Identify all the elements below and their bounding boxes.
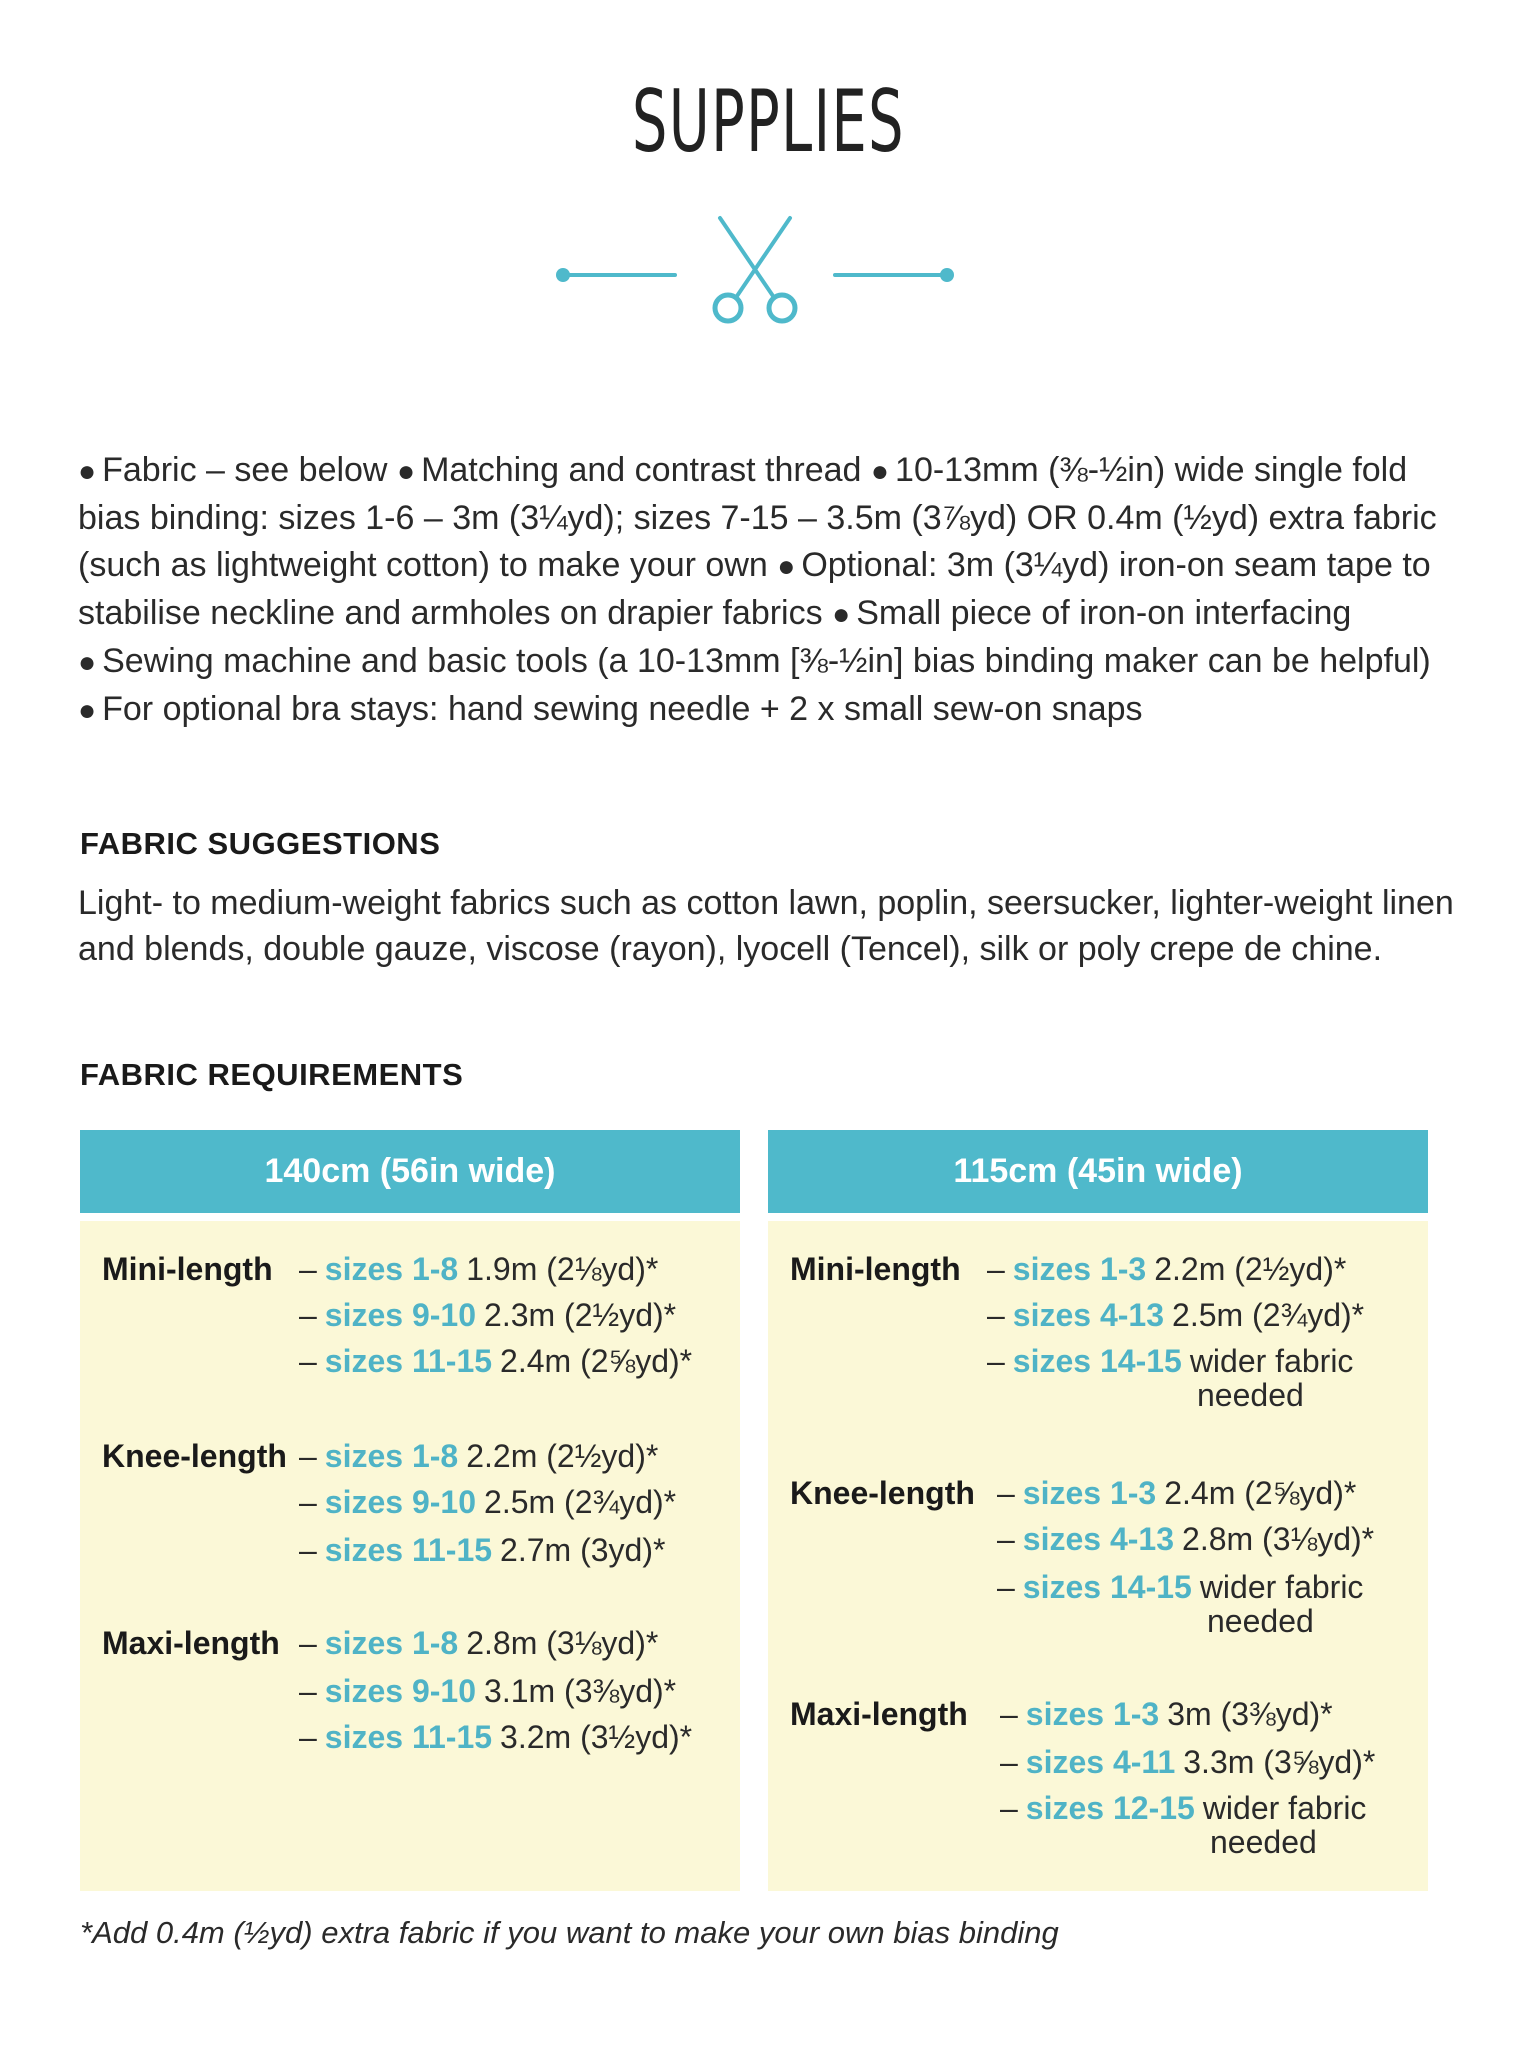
list-item: ● For optional bra stays: hand sewing needle + 2 x small sew-on snaps (78, 690, 1143, 728)
panel-body (768, 1221, 1428, 1891)
fabric-requirements-heading: FABRIC REQUIREMENTS (80, 1057, 464, 1092)
footnote: *Add 0.4m (½yd) extra fabric if you want to make your own bias binding (80, 1915, 1059, 1950)
scissors-icon (545, 208, 965, 328)
requirement-row: – sizes 4-13 2.5m (2¾yd)* (987, 1297, 1365, 1333)
requirement-row-continuation: needed (1210, 1824, 1317, 1860)
requirement-row: – sizes 4-13 2.8m (3⅛yd)* (997, 1521, 1375, 1557)
requirement-row: – sizes 9-10 3.1m (3⅜yd)* (299, 1673, 677, 1709)
requirements-panel-140cm (80, 1130, 740, 1891)
requirements-panel-115cm (768, 1130, 1428, 1891)
panel-header: 140cm (56in wide) (80, 1130, 740, 1213)
requirement-row: – sizes 1-8 2.8m (3⅛yd)* (299, 1625, 659, 1661)
requirement-row: – sizes 14-15 wider fabric (997, 1569, 1364, 1605)
requirement-row: – sizes 12-15 wider fabric (1000, 1790, 1367, 1826)
requirement-row-continuation: needed (1207, 1603, 1314, 1639)
supplies-list (78, 447, 1458, 734)
length-label: Mini-length (790, 1251, 961, 1287)
requirement-row: – sizes 1-8 1.9m (2⅛yd)* (299, 1251, 659, 1287)
list-item: ● Optional: 3m (3¼yd) iron-on seam tape to stabilise neckline and armholes on drapier fabrics (78, 546, 1431, 632)
list-item: ● Matching and contrast thread (396, 451, 862, 489)
requirement-row: – sizes 1-3 2.4m (2⅝yd)* (997, 1475, 1357, 1511)
panel-body (80, 1221, 740, 1891)
requirement-row-continuation: needed (1197, 1377, 1304, 1413)
list-item: ● Sewing machine and basic tools (a 10-13mm [⅜-½in] bias binding maker can be helpful) (78, 642, 1431, 680)
requirement-row: – sizes 14-15 wider fabric (987, 1343, 1354, 1379)
list-item: ● 10-13mm (⅜-½in) wide single fold bias binding: sizes 1-6 – 3m (3¼yd); sizes 7-15 – 3.5m (3⅞yd) OR 0.4m (½yd) extra fabric (such as lightweight cotton) to make your own (78, 451, 1437, 584)
fabric-suggestions-text: Light- to medium-weight fabrics such as cotton lawn, poplin, seersucker, lighter-weight linen and blends, double gauze, viscose (rayon), lyocell (Tencel), silk or poly crepe de chine. (78, 884, 1454, 968)
list-item: ● Fabric – see below (78, 451, 388, 489)
requirement-row: – sizes 9-10 2.3m (2½yd)* (299, 1297, 677, 1333)
length-label: Knee-length (102, 1438, 287, 1474)
length-label: Maxi-length (102, 1625, 280, 1661)
requirement-row: – sizes 4-11 3.3m (3⅝yd)* (1000, 1744, 1376, 1780)
panel-header: 115cm (45in wide) (768, 1130, 1428, 1213)
requirement-row: – sizes 1-3 2.2m (2½yd)* (987, 1251, 1347, 1287)
fabric-suggestions-heading: FABRIC SUGGESTIONS (80, 826, 441, 861)
requirement-row: – sizes 9-10 2.5m (2¾yd)* (299, 1484, 677, 1520)
scissors-divider (545, 208, 965, 328)
length-label: Maxi-length (790, 1696, 968, 1732)
requirement-row: – sizes 1-3 3m (3⅜yd)* (1000, 1696, 1333, 1732)
length-label: Mini-length (102, 1251, 273, 1287)
requirement-row: – sizes 11-15 2.4m (2⅝yd)* (299, 1343, 693, 1379)
page-title: SUPPLIES (632, 72, 905, 172)
requirement-row: – sizes 11-15 3.2m (3½yd)* (299, 1719, 693, 1755)
list-item: ● Small piece of iron-on interfacing (832, 594, 1352, 632)
requirement-row: – sizes 1-8 2.2m (2½yd)* (299, 1438, 659, 1474)
requirement-row: – sizes 11-15 2.7m (3yd)* (299, 1532, 666, 1568)
length-label: Knee-length (790, 1475, 975, 1511)
